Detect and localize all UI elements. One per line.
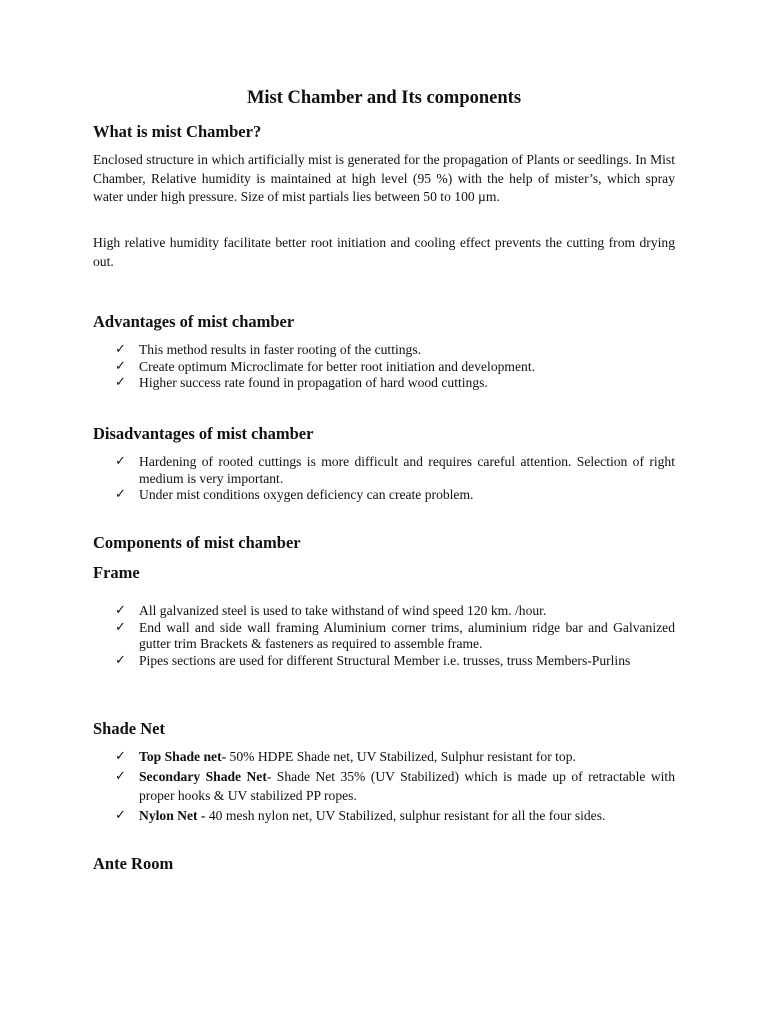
heading-what-is-mist-chamber: What is mist Chamber?: [93, 122, 262, 141]
check-icon: ✓: [115, 749, 126, 764]
check-icon: ✓: [115, 807, 126, 823]
heading-frame: Frame: [93, 563, 140, 582]
list-item: ✓ Create optimum Microclimate for better root initiation and development.: [115, 358, 535, 374]
check-icon: ✓: [115, 358, 126, 374]
check-icon: ✓: [115, 652, 126, 668]
heading-advantages: Advantages of mist chamber: [93, 312, 295, 331]
list-item: ✓ Nylon Net - 40 mesh nylon net, UV Stabilized, sulphur resistant for all the four sides.: [93, 806, 675, 826]
check-icon: ✓: [115, 487, 126, 502]
list-item: ✓ Under mist conditions oxygen deficiency can create problem.: [115, 487, 474, 502]
list-item: ✓ Hardening of rooted cuttings is more difficult and requires careful attention. Selection of right medium is very important.: [115, 454, 675, 486]
advantages-list: [93, 342, 675, 392]
check-icon: ✓: [115, 768, 126, 784]
check-icon: ✓: [115, 375, 126, 390]
disadvantages-list: [93, 454, 675, 504]
list-item: ✓ All galvanized steel is used to take withstand of wind speed 120 km. /hour.: [115, 603, 547, 618]
paragraph-humidity: High relative humidity facilitate better root initiation and cooling effect prevents the cutting from drying out.: [93, 235, 675, 269]
list-item: ✓ This method results in faster rooting of the cuttings.: [115, 342, 422, 357]
heading-components: Components of mist chamber: [93, 533, 301, 552]
heading-shade-net: Shade Net: [93, 719, 165, 738]
paragraph-definition: Enclosed structure in which artificially mist is generated for the propagation of Plants or seedlings. In Mist Chamber, Relative humidity is maintained at high level (95 %) with the help of mister’s, which spray water under high pressure. Size of mist partials lies between 50 to 100 µm.: [93, 152, 675, 204]
check-icon: ✓: [115, 619, 126, 635]
shade-net-list: [93, 747, 675, 825]
heading-disadvantages: Disadvantages of mist chamber: [93, 424, 314, 443]
check-icon: ✓: [115, 603, 126, 618]
list-item: ✓ Pipes sections are used for different Structural Member i.e. trusses, truss Members-Purlins: [115, 652, 631, 668]
page-title: Mist Chamber and Its components: [246, 88, 522, 108]
check-icon: ✓: [115, 342, 126, 357]
heading-ante-room: Ante Room: [93, 854, 174, 873]
list-item: ✓ Higher success rate found in propagation of hard wood cuttings.: [115, 375, 488, 390]
list-item: ✓ Secondary Shade Net- Shade Net 35% (UV Stabilized) which is made up of retractable with proper hooks & UV stabilized PP ropes.: [115, 768, 675, 803]
list-item: ✓ End wall and side wall framing Aluminium corner trims, aluminium ridge bar and Galvanized gutter trim Brackets & fasteners as required to assemble frame.: [115, 619, 675, 651]
list-item: ✓ Top Shade net- 50% HDPE Shade net, UV Stabilized, Sulphur resistant for top.: [93, 747, 675, 767]
frame-list: [93, 603, 675, 669]
check-icon: ✓: [115, 454, 126, 469]
